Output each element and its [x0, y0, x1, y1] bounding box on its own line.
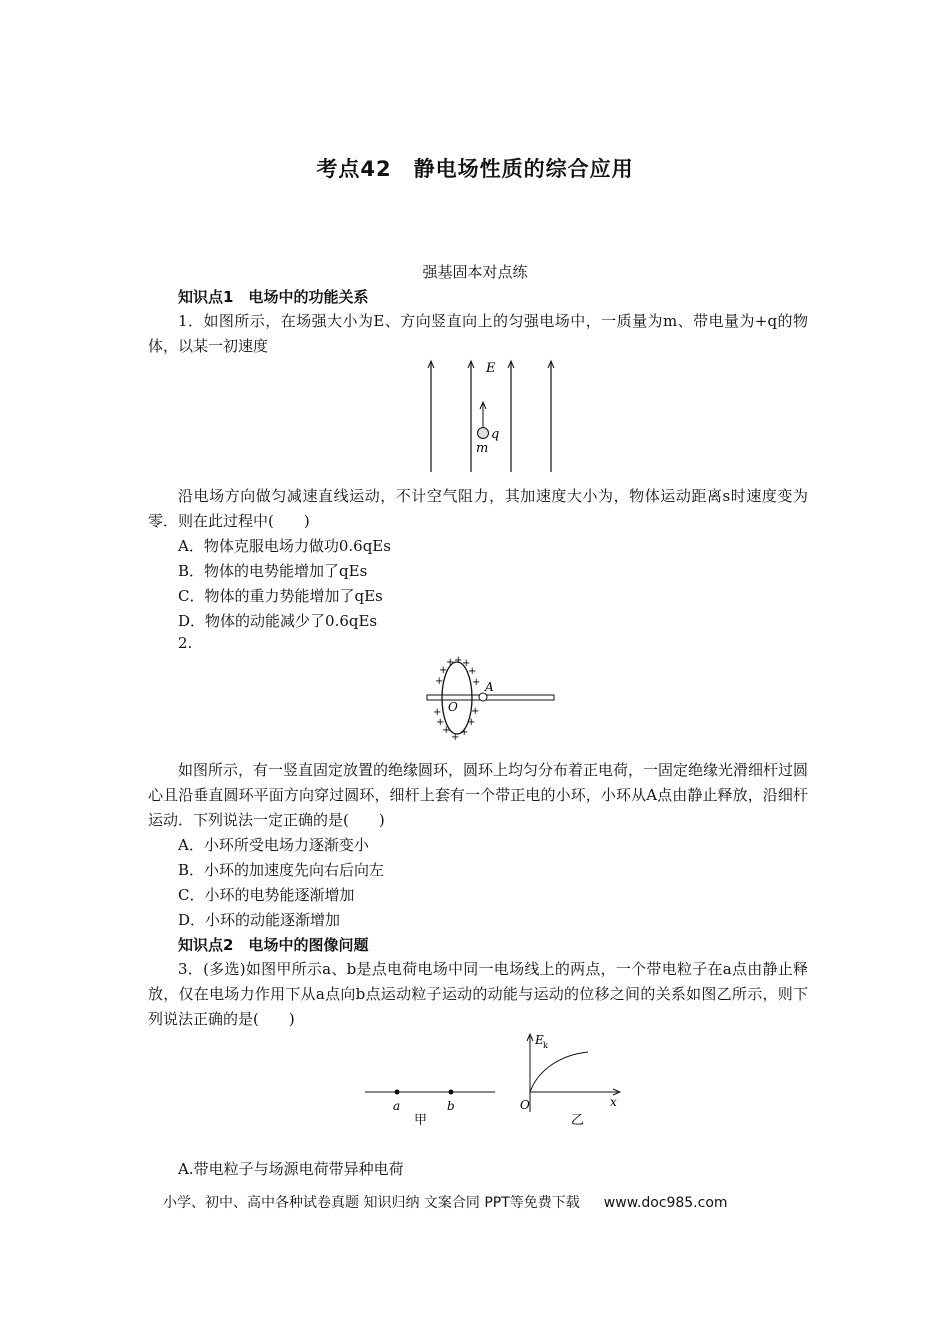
knowledge-point-1: 知识点1 电场中的功能关系 [178, 288, 369, 306]
footer-text: 小学、初中、高中各种试卷真题 知识归纳 文案合同 PPT等免费下载 [163, 1195, 580, 1211]
page-title: 考点42 静电场性质的综合应用 [316, 157, 634, 181]
label-x: x [610, 1095, 617, 1109]
label-b: b [447, 1099, 455, 1113]
q2-number: 2. [178, 634, 193, 652]
q2-option-d: D．小环的动能逐渐增加 [178, 911, 341, 929]
q2-ring-figure [424, 655, 560, 743]
svg-text:+: + [451, 732, 460, 743]
svg-text:+: + [467, 717, 476, 728]
svg-text:+: + [435, 676, 444, 687]
svg-text:+: + [436, 717, 445, 728]
footer [163, 1192, 728, 1212]
svg-text:+: + [471, 706, 480, 717]
q1-stem-b: 沿电场方向做匀减速直线运动，不计空气阻力，其加速度大小为，物体运动距离s时速度变为零．则在此过程中( ) [148, 487, 808, 530]
label-jia: 甲 [414, 1113, 428, 1128]
small-ring [479, 693, 487, 701]
footer-site-link[interactable]: www.doc985.com [603, 1195, 728, 1211]
q1-option-b: B．物体的电势能增加了qEs [178, 562, 368, 580]
q1-option-d: D．物体的动能减少了0.6qEs [178, 612, 378, 630]
q3-figures [360, 1030, 626, 1132]
point-b [449, 1090, 454, 1095]
q3-stem: 3．(多选)如图甲所示a、b是点电荷电场中同一电场线上的两点，一个带电粒子在a点由静止释放，仅在电场力作用下从a点向b点运动粒子运动的动能与运动的位移之间的关系如图乙所示，则下列说法正确的是( ) [148, 960, 808, 1028]
svg-text:+: + [446, 657, 455, 668]
point-a [395, 1090, 400, 1095]
q1-option-c: C．物体的重力势能增加了qEs [178, 587, 383, 605]
label-a: a [393, 1099, 401, 1113]
label-Ek: E [535, 1033, 544, 1047]
label-m: m [476, 441, 489, 456]
svg-text:+: + [468, 666, 477, 677]
svg-text:+: + [472, 677, 481, 688]
q2-option-a: A．小环所受电场力逐渐变小 [178, 836, 369, 854]
label-A: A [485, 680, 494, 694]
ek-curve [530, 1052, 588, 1092]
label-O-origin: O [520, 1098, 530, 1112]
section-heading: 强基固本对点练 [422, 263, 528, 281]
svg-text:+: + [433, 707, 442, 718]
svg-text:+: + [462, 658, 471, 669]
charged-body [478, 428, 489, 439]
insulating-rod [427, 695, 554, 700]
q1-field-figure [418, 358, 568, 476]
label-q: q [491, 427, 500, 442]
svg-text:+: + [439, 665, 448, 676]
label-Ek-sub: k [543, 1041, 548, 1050]
q2-option-c: C．小环的电势能逐渐增加 [178, 886, 355, 904]
label-yi: 乙 [571, 1113, 585, 1128]
svg-text:+: + [454, 655, 463, 666]
q2-stem: 如图所示，有一竖直固定放置的绝缘圆环，圆环上均匀分布着正电荷，一固定绝缘光滑细杆过圆心且沿垂直圆环平面方向穿过圆环，细杆上套有一个带正电的小环，小环从A点由静止释放，沿细杆运动．下列说法一定正确的是( ) [148, 761, 809, 829]
q1-option-a: A．物体克服电场力做功0.6qEs [178, 537, 391, 555]
svg-text:+: + [460, 727, 469, 738]
q3-option-a: A.带电粒子与场源电荷带异种电荷 [178, 1160, 404, 1178]
svg-text:+: + [442, 725, 451, 736]
label-O: O [448, 700, 458, 714]
label-E: E [486, 361, 496, 376]
q1-stem-a: 1．如图所示，在场强大小为E、方向竖直向上的匀强电场中，一质量为m、带电量为+q的物体，以某一初速度 [148, 312, 808, 355]
knowledge-point-2: 知识点2 电场中的图像问题 [178, 936, 369, 954]
q2-option-b: B．小环的加速度先向右后向左 [178, 861, 385, 879]
